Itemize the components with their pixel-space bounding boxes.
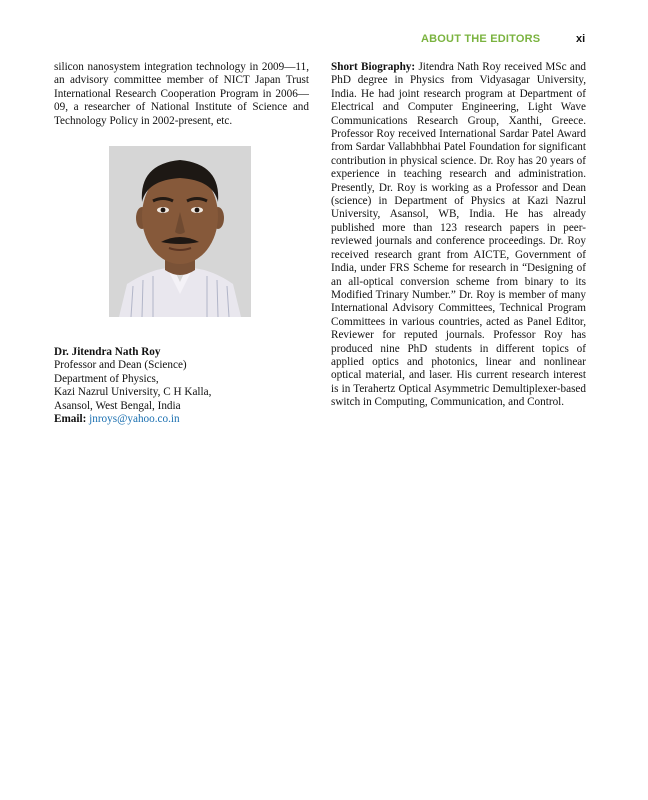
email-link[interactable]: jnroys@yahoo.co.in	[89, 413, 180, 426]
biography-text: Jitendra Nath Roy received MSc and PhD degree in Physics from Vidyasagar University, India. He had joint research program at Department of Electrical and Computer Engineering, Light Wave Communications Research Group, Xanthi, Greece. Professor Roy received International Sardar Patel Award from Sardar Vallabhbhai Patel Foundation for significant contribution in physical science. Dr. Roy has 20 years of experience in teaching research and administration. Presently, Dr. Roy is working as a Professor and Dean (science) in Department of Physics at Kazi Nazrul University, Asansol, WB, India. He has already published more than 123 research papers in peer-reviewed journals and conference proceedings. Dr. Roy received research grant from AICTE, Government of India, under FRS Scheme for research in “Designing of an all-optical conversion scheme from binary to its Modified Trinary Number.” Dr. Roy is member of many International Advisory Committees, Technical Program Committees in various countries, acted as Panel Editor, Reviewer for reputed journals. Professor Roy has produced nine PhD students in different topics of applied optics and photonics, linear and nonlinear optical material, and laser. His current research interest is in Terahertz Optical Asymmetric Demultiplexer-based switch in Computing, Communication, and Control.	[331, 61, 587, 409]
biography-label: Short Biography:	[331, 61, 416, 73]
right-column	[331, 61, 586, 410]
editor-portrait-photo	[109, 146, 251, 317]
section-title: ABOUT THE EDITORS	[421, 33, 541, 45]
editor-name: Dr. Jitendra Nath Roy	[54, 346, 161, 358]
continued-paragraph: silicon nanosystem integration technology in 2009—11, an advisory committee member of NICT Japan Trust International Research Cooperation Program in 2006—09, a researcher of National Institute of Science and Technology Policy in 2002-present, etc.	[54, 61, 309, 127]
left-column	[54, 61, 309, 128]
portrait-image	[109, 146, 251, 317]
editor-email-line	[54, 413, 309, 426]
editor-university: Kazi Nazrul University, C H Kalla,	[54, 386, 212, 399]
page-header	[0, 33, 648, 47]
editor-contact-block	[54, 346, 309, 426]
editor-location: Asansol, West Bengal, India	[54, 399, 181, 412]
short-biography	[331, 61, 586, 410]
editor-title: Professor and Dean (Science)	[54, 359, 187, 372]
page-number: xi	[576, 33, 586, 45]
email-label: Email:	[54, 413, 87, 426]
editor-department: Department of Physics,	[54, 372, 159, 385]
